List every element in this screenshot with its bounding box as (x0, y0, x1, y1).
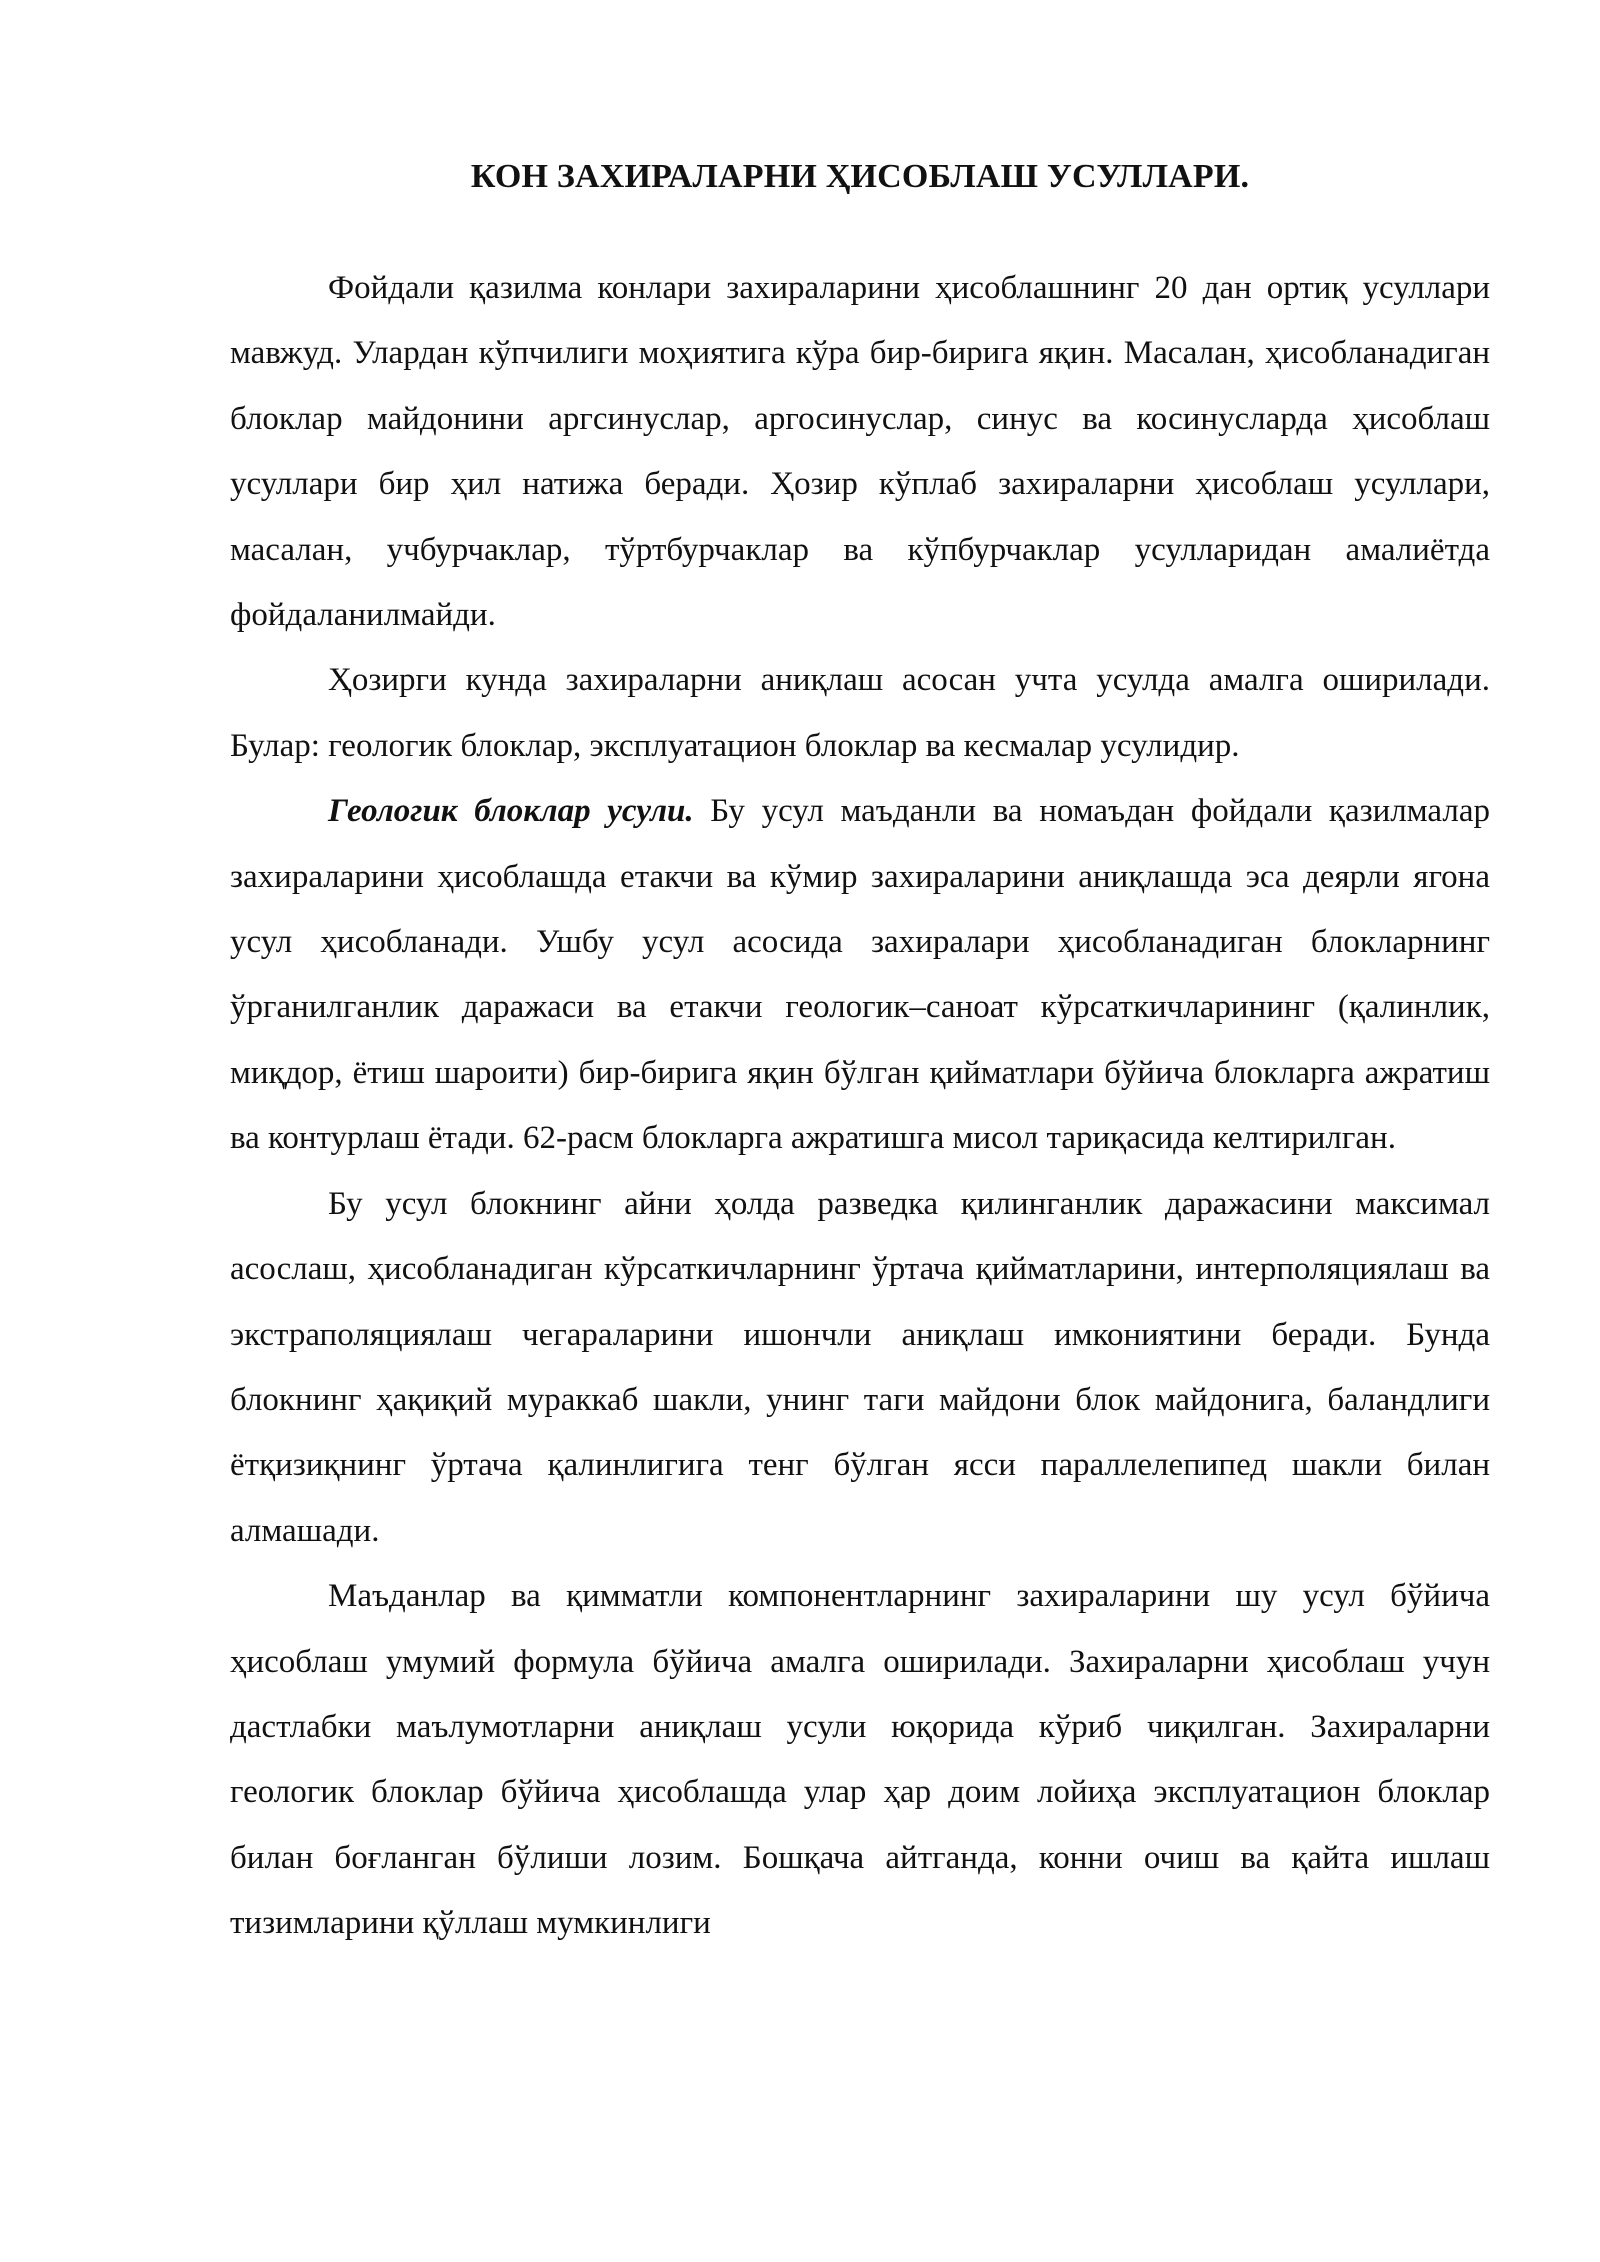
paragraph-methods-overview (230, 256, 1490, 648)
document-title: КОН ЗАХИРАЛАРНИ ҲИСОБЛАШ УСУЛЛАРИ. (470, 158, 1250, 195)
paragraph-text: Ҳозирги кунда захираларни аниқлаш асосан учта усулда амалга оширилади. Булар: геологик блоклар, эксплуатацион блоклар ва кесмалар усулидир. (230, 662, 1490, 764)
paragraph-block-shape (230, 1172, 1490, 1564)
paragraph-text: Бу усул блокнинг айни ҳолда разведка қилинганлик даражасини максимал асослаш, ҳисобланадиган кўрсаткичларнинг ўртача қийматларини, интерполяциялаш ва экстраполяциялаш чегараларини ишончли аниқлаш имкониятини беради. Бунда блокнинг ҳақиқий мураккаб шакли, унинг таги майдони блок майдонига, баландлиги ётқизиқнинг ўртача қалинлигига тенг бўлган ясси параллелепипед шакли билан алмашади. (230, 1185, 1490, 1549)
paragraph-three-methods (230, 648, 1490, 779)
paragraph-text: Маъданлар ва қимматли компонентларнинг захираларини шу усул бўйича ҳисоблаш умумий формула бўйича амалга оширилади. Захираларни ҳисоблаш учун дастлабки маълумотларни аниқлаш усули юқорида кўриб чиқилган. Захираларни геологик блоклар бўйича ҳисоблашда улар ҳар доим лойиҳа эксплуатацион блоклар билан боғланган бўлиши лозим. Бошқача айтганда, конни очиш ва қайта ишлаш тизимларини қўллаш мумкинлиги (230, 1578, 1490, 1942)
paragraph-term: Геологик блоклар усули. (328, 793, 694, 830)
paragraph-text: Фойдали қазилма конлари захираларини ҳисоблашнинг 20 дан ортиқ усуллари мавжуд. Улардан кўпчилиги моҳиятига кўра бир-бирига яқин. Масалан, ҳисобланадиган блоклар майдонини аргсинуслар, аргосинуслар, синус ва косинусларда ҳисоблаш усуллари бир ҳил натижа беради. Ҳозир кўплаб захираларни ҳисоблаш усуллари, масалан, учбурчаклар, тўртбурчаклар ва кўпбурчаклар усулларидан амалиётда фойдаланилмайди. (230, 270, 1490, 634)
paragraph-calculation-formula (230, 1564, 1490, 1956)
paragraph-text: Бу усул маъданли ва номаъдан фойдали қазилмалар захираларини ҳисоблашда етакчи ва кўмир захираларини аниқлашда эса деярли ягона усул ҳисобланади. Ушбу усул асосида захиралари ҳисобланадиган блокларнинг ўрганилганлик даражаси ва етакчи геологик–саноат кўрсаткичларининг (қалинлик, миқдор, ётиш шароити) бир-бирига яқин бўлган қийматлари бўйича блокларга ажратиш ва контурлаш ётади. 62-расм блокларга ажратишга мисол тариқасида келтирилган. (230, 793, 1490, 1157)
document-body (230, 256, 1490, 1957)
paragraph-geological-blocks (230, 779, 1490, 1171)
